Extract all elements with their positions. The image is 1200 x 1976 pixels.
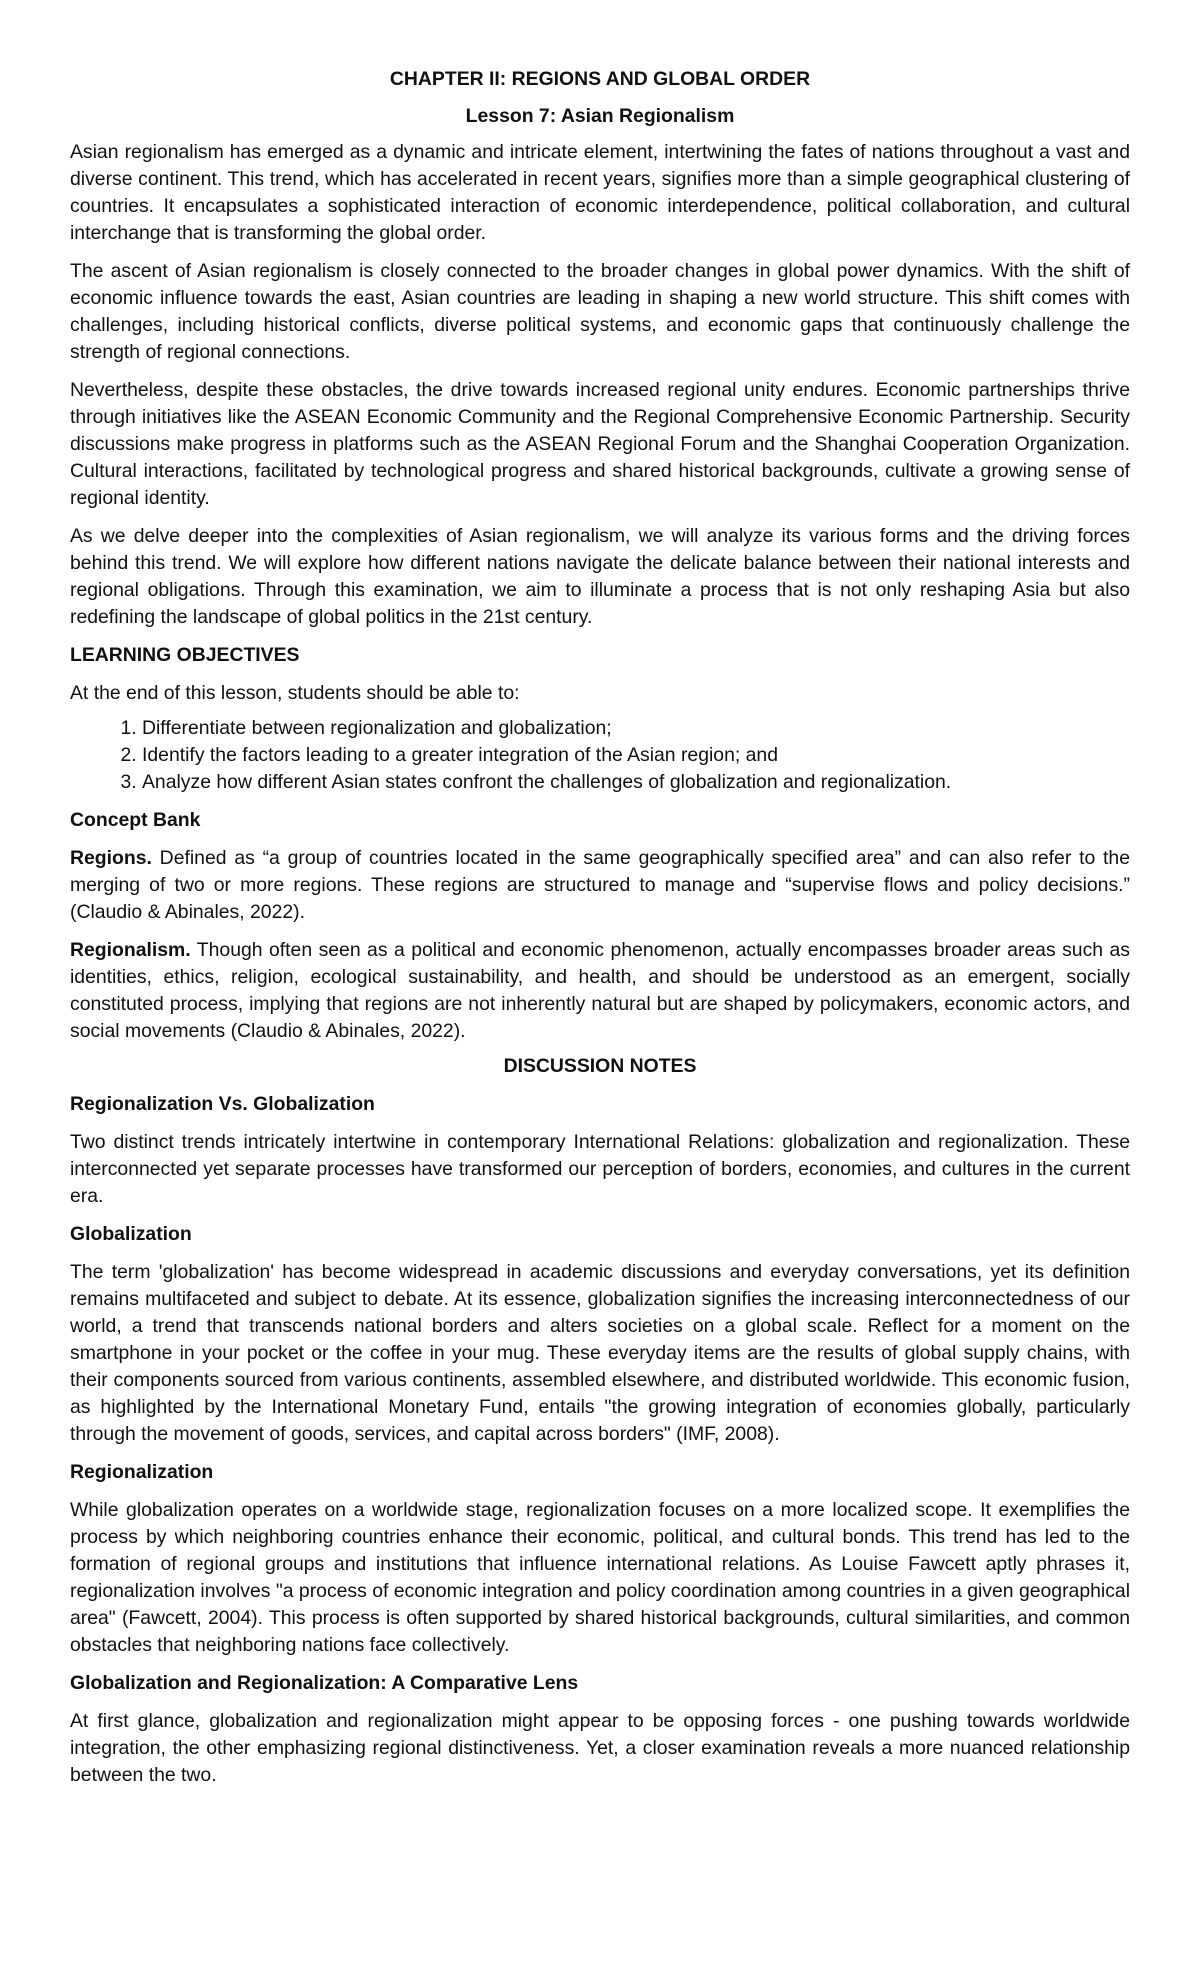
intro-paragraph: Nevertheless, despite these obstacles, the drive towards increased regional unity endures. Economic partnerships thrive through initiatives like the ASEAN Economic Community and the Regional Comprehensive Economic Partnership. Security discussions make progress in platforms such as the ASEAN Regional Forum and the Shanghai Cooperation Organization. Cultural interactions, facilitated by technological progress and shared historical backgrounds, cultivate a growing sense of regional identity. xyxy=(70,379,1130,509)
concept-term: Regionalism. xyxy=(70,939,191,961)
objective-item: 3. Analyze how different Asian states confront the challenges of globalization and regionalization. xyxy=(142,769,1130,796)
chapter-title: CHAPTER II: REGIONS AND GLOBAL ORDER xyxy=(389,68,811,90)
section-heading: Globalization and Regionalization: A Comparative Lens xyxy=(70,1672,579,1694)
concept-entry-regions xyxy=(70,845,1130,926)
discussion-notes-heading: DISCUSSION NOTES xyxy=(503,1055,697,1077)
concept-definition: Though often seen as a political and economic phenomenon, actually encompasses broader areas such as identities, ethics, religion, ecological sustainability, and health, and should be understood as an emergent, socially constituted process, implying that regions are not inherently natural but are shaped by policymakers, economic actors, and social movements (Claudio & Abinales, 2022). xyxy=(70,939,1130,1042)
section-heading: Globalization xyxy=(70,1223,192,1245)
section-text: At first glance, globalization and regionalization might appear to be opposing forces - one pushing towards worldwide integration, the other emphasizing regional distinctiveness. Yet, a closer examination reveals a more nuanced relationship between the two. xyxy=(70,1710,1130,1786)
objectives-list xyxy=(70,715,1130,796)
objective-item: 2. Identify the factors leading to a greater integration of the Asian region; and xyxy=(142,742,1130,769)
section-heading: Regionalization xyxy=(70,1461,214,1483)
objectives-lead: At the end of this lesson, students should be able to: xyxy=(70,682,520,704)
objective-item: 1. Differentiate between regionalization and globalization; xyxy=(142,715,1130,742)
concept-term: Regions. xyxy=(70,847,152,869)
lesson-title: Lesson 7: Asian Regionalism xyxy=(465,105,735,127)
section-heading: Regionalization Vs. Globalization xyxy=(70,1093,375,1115)
intro-paragraph: Asian regionalism has emerged as a dynamic and intricate element, intertwining the fates of nations throughout a vast and diverse continent. This trend, which has accelerated in recent years, signifies more than a simple geographical clustering of countries. It encapsulates a sophisticated interaction of economic interdependence, political collaboration, and cultural interchange that is transforming the global order. xyxy=(70,141,1130,244)
concept-definition: Defined as “a group of countries located in the same geographically specified area” and can also refer to the merging of two or more regions. These regions are structured to manage and “supervise flows and policy decisions.” (Claudio & Abinales, 2022). xyxy=(70,847,1130,923)
section-text: The term 'globalization' has become widespread in academic discussions and everyday conversations, yet its definition remains multifaceted and subject to debate. At its essence, globalization signifies the increasing interconnectedness of our world, a trend that transcends national borders and alters societies on a global scale. Reflect for a moment on the smartphone in your pocket or the coffee in your mug. These everyday items are the results of global supply chains, with their components sourced from various continents, assembled elsewhere, and distributed worldwide. This economic fusion, as highlighted by the International Monetary Fund, entails "the growing integration of economies globally, particularly through the movement of goods, services, and capital across borders" (IMF, 2008). xyxy=(70,1261,1130,1445)
section-text: While globalization operates on a worldwide stage, regionalization focuses on a more localized scope. It exemplifies the process by which neighboring countries enhance their economic, political, and cultural bonds. This trend has led to the formation of regional groups and institutions that influence international relations. As Louise Fawcett aptly phrases it, regionalization involves "a process of economic integration and policy coordination among countries in a given geographical area" (Fawcett, 2004). This process is often supported by shared historical backgrounds, cultural similarities, and common obstacles that neighboring nations face collectively. xyxy=(70,1499,1130,1656)
intro-paragraph: The ascent of Asian regionalism is closely connected to the broader changes in global power dynamics. With the shift of economic influence towards the east, Asian countries are leading in shaping a new world structure. This shift comes with challenges, including historical conflicts, diverse political systems, and economic gaps that continuously challenge the strength of regional connections. xyxy=(70,260,1130,363)
objectives-heading: LEARNING OBJECTIVES xyxy=(70,644,300,666)
concept-entry-regionalism xyxy=(70,937,1130,1045)
section-text: Two distinct trends intricately intertwine in contemporary International Relations: globalization and regionalization. These interconnected yet separate processes have transformed our perception of borders, economies, and cultures in the current era. xyxy=(70,1131,1130,1207)
intro-paragraph: As we delve deeper into the complexities of Asian regionalism, we will analyze its various forms and the driving forces behind this trend. We will explore how different nations navigate the delicate balance between their national interests and regional obligations. Through this examination, we aim to illuminate a process that is not only reshaping Asia but also redefining the landscape of global politics in the 21st century. xyxy=(70,525,1130,628)
concept-bank-heading: Concept Bank xyxy=(70,809,201,831)
